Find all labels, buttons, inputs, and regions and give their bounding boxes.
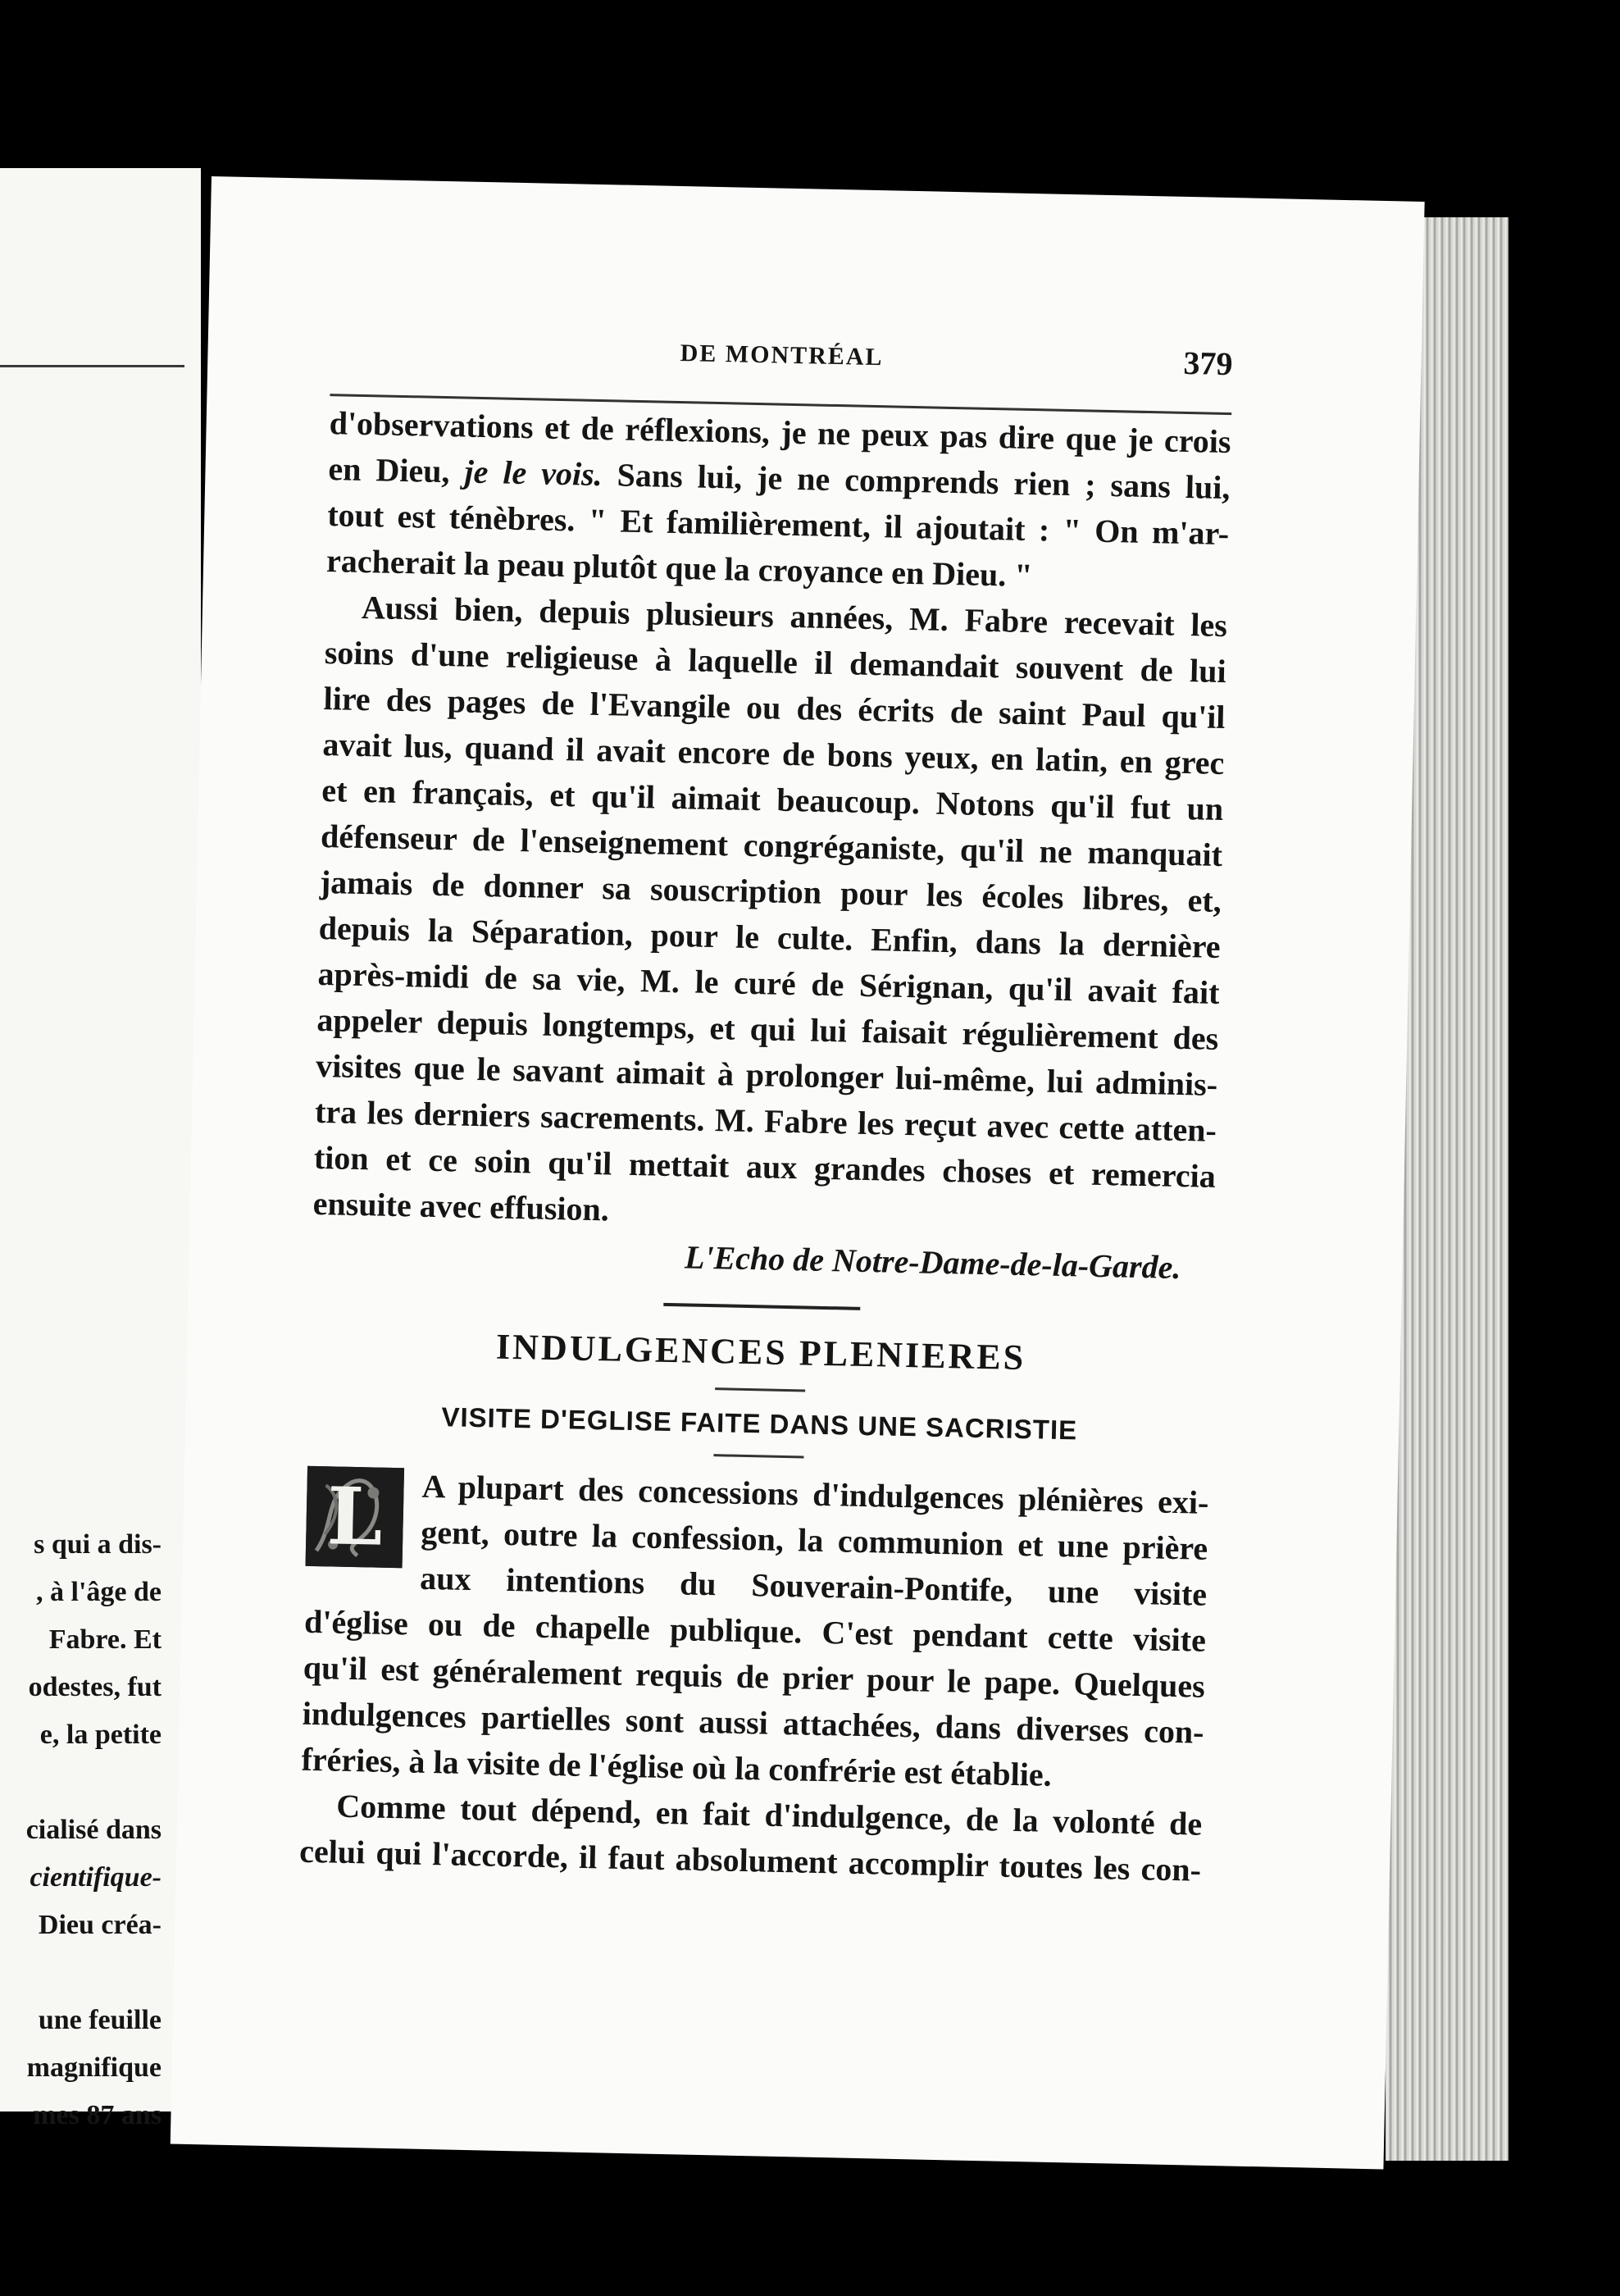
section-subtitle: VISITE D'EGLISE FAITE DANS UNE SACRISTIE [441, 1401, 1078, 1446]
previous-page-header-rule [0, 365, 184, 367]
section-separator-rule [663, 1303, 860, 1310]
previous-page-paragraph-gap [0, 1949, 162, 1997]
section-title: INDULGENCES PLENIERES [495, 1326, 1026, 1378]
running-title: DE MONTRÉAL [680, 339, 884, 371]
text-line: avait lus, quand il avait encore de bons yeux, en latin, en grec [322, 725, 1225, 782]
previous-page-line: e, la petite [39, 1720, 162, 1750]
page-header [330, 322, 1233, 390]
text-line: appeler depuis longtemps, et qui lui faisait régulièrement des [316, 1000, 1219, 1057]
text-line: et en français, et qu'il aimait beaucoup. Notons qu'il fut un [321, 771, 1224, 828]
text-line: A plupart des concessions d'indulgences plénières exi- [421, 1467, 1209, 1521]
text-line: visites que le savant aimait à prolonger lui-même, lui adminis- [315, 1046, 1218, 1103]
page-number: 379 [1183, 344, 1233, 383]
previous-page-paragraph-gap [0, 1759, 162, 1806]
text-line: tra les derniers sacrements. M. Fabre les reçut avec cette atten- [314, 1092, 1217, 1149]
previous-page-line: mes 87 ans [33, 2100, 162, 2130]
page-body [299, 400, 1231, 1893]
previous-page-line: Dieu créa- [38, 1910, 162, 1940]
previous-page-text [0, 1521, 162, 2139]
section-paragraph [299, 1461, 1209, 1893]
previous-page-line: cientifique- [30, 1862, 162, 1893]
text-run: en Dieu, [328, 450, 451, 490]
previous-page-line: cialisé dans [25, 1815, 162, 1845]
book-page [171, 176, 1425, 2169]
text-line: d'observations et de réflexions, je ne peux pas dire que je crois [329, 404, 1231, 461]
previous-page-line: odestes, fut [28, 1672, 162, 1702]
text-line: indulgences partielles sont aussi attachées, dans diverses con- [302, 1694, 1205, 1751]
previous-page-line: Fabre. Et [48, 1624, 162, 1655]
text-line: d'église ou de chapelle publique. C'est pendant cette visite [303, 1602, 1207, 1659]
text-run: Sans lui, je ne comprends rien ; sans lui, [617, 456, 1231, 507]
text-line: fréries, à la visite de l'église où la confrérie est établie. [301, 1740, 1053, 1793]
text-line: aux intentions du Souverain-Pontife, une visite [419, 1559, 1208, 1613]
previous-page-line: s qui a dis- [34, 1529, 162, 1560]
italic-phrase: je le vois. [464, 453, 603, 494]
text-line: défenseur de l'enseignement congréganiste, qu'il ne manquait [320, 817, 1223, 873]
text-line: jamais de donner sa souscription pour les écoles libres, et, [319, 863, 1222, 919]
text-line: Aussi bien, depuis plusieurs années, M. Fabre recevait les [361, 588, 1228, 645]
subtitle-rule [713, 1454, 803, 1458]
ornamental-initial [306, 1466, 405, 1568]
text-line: tout est ténèbres. " Et familièrement, il ajoutait : " On m'ar- [326, 496, 1230, 553]
previous-page-line: , à l'âge de [36, 1577, 162, 1607]
text-line: tion et ce soin qu'il mettait aux grandes choses et remercia [313, 1138, 1217, 1195]
previous-page-line: une feuille [38, 2005, 162, 2035]
dropcap-letter: L [325, 1469, 384, 1564]
title-rule [715, 1387, 805, 1392]
text-line: racherait la peau plutôt que la croyance en Dieu. " [325, 542, 1033, 594]
text-line: qu'il est généralement requis de prier pour le pape. Quelques [303, 1648, 1206, 1705]
text-line: celui qui l'accorde, il faut absolument accomplir toutes les con- [298, 1832, 1202, 1888]
text-line: depuis la Séparation, pour le culte. Enfin, dans la dernière [318, 909, 1222, 965]
source-attribution: L'Echo de Notre-Dame-de-la-Garde. [684, 1238, 1181, 1287]
text-line: lire des pages de l'Evangile ou des écrits de saint Paul qu'il [323, 680, 1226, 736]
text-line: soins d'une religieuse à laquelle il demandait souvent de lui [324, 634, 1227, 690]
text-line: Comme tout dépend, en fait d'indulgence, de la volonté de [335, 1787, 1203, 1843]
text-line: après-midi de sa vie, M. le curé de Sérignan, qu'il avait fait [317, 954, 1220, 1011]
text-line: gent, outre la confession, la communion et une prière [420, 1513, 1208, 1567]
previous-page-fragment [0, 168, 201, 2130]
previous-page-line: magnifique [26, 2052, 162, 2083]
text-line: ensuite avec effusion. [312, 1184, 610, 1228]
